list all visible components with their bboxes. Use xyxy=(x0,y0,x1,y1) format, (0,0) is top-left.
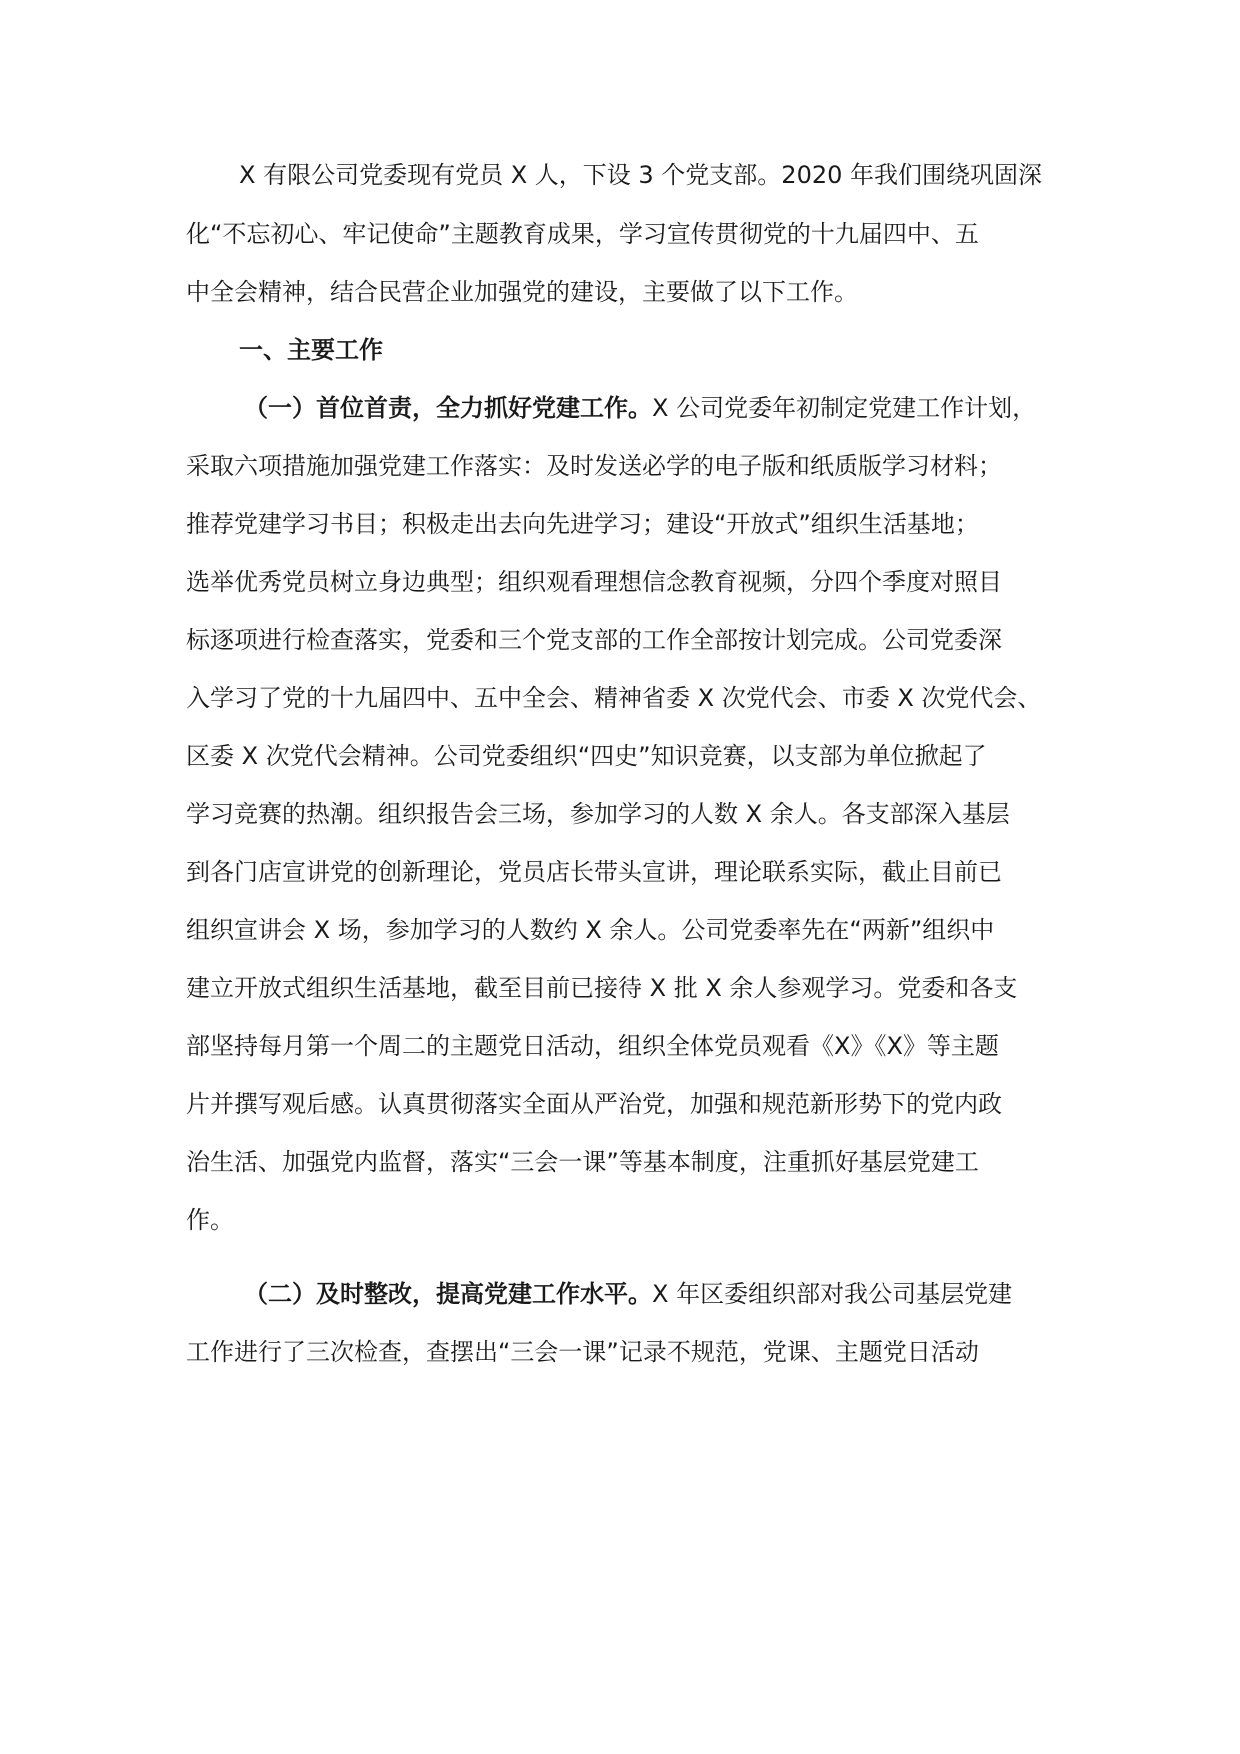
intro-line-1: X 有限公司党委现有党员 X 人，下设 3 个党支部。2020 年我们围绕巩固深 xyxy=(239,161,1043,189)
item1-line: 采取六项措施加强党建工作落实：及时发送必学的电子版和纸质版学习材料； xyxy=(186,452,1002,480)
item2-first-line xyxy=(244,1279,1012,1309)
item1-first-line xyxy=(244,393,1036,423)
item1-line: 选举优秀党员树立身边典型；组织观看理想信念教育视频，分四个季度对照目 xyxy=(186,568,1002,596)
intro-line-2: 化“不忘初心、牢记使命”主题教育成果，学习宣传贯彻党的十九届四中、五 xyxy=(186,220,979,248)
item1-line: 治生活、加强党内监督，落实“三会一课”等基本制度，注重抓好基层党建工 xyxy=(186,1148,979,1176)
intro-line-3: 中全会精神，结合民营企业加强党的建设，主要做了以下工作。 xyxy=(186,278,858,306)
item1-heading: （一）首位首责，全力抓好党建工作。 xyxy=(244,394,652,422)
item1-line: 部坚持每月第一个周二的主题党日活动，组织全体党员观看《X》《X》等主题 xyxy=(186,1032,999,1060)
item2-first-line-text: X 年区委组织部对我公司基层党建 xyxy=(652,1280,1013,1308)
item1-line: 推荐党建学习书目；积极走出去向先进学习；建设“开放式”组织生活基地； xyxy=(186,510,979,538)
item1-line: 区委 X 次党代会精神。公司党委组织“四史”知识竞赛，以支部为单位掀起了 xyxy=(186,742,987,770)
item1-line: 片并撰写观后感。认真贯彻落实全面从严治党，加强和规范新形势下的党内政 xyxy=(186,1090,1002,1118)
item1-line: 组织宣讲会 X 场，参加学习的人数约 X 余人。公司党委率先在“两新”组织中 xyxy=(186,916,995,944)
item1-line: 作。 xyxy=(186,1206,234,1234)
item1-line: 学习竞赛的热潮。组织报告会三场，参加学习的人数 X 余人。各支部深入基层 xyxy=(186,800,1010,828)
item2-heading: （二）及时整改，提高党建工作水平。 xyxy=(244,1280,652,1308)
item1-first-line-text: X 公司党委年初制定党建工作计划， xyxy=(652,394,1037,422)
item2-line: 工作进行了三次检查，查摆出“三会一课”记录不规范，党课、主题党日活动 xyxy=(186,1338,979,1366)
item1-line: 建立开放式组织生活基地，截至目前已接待 X 批 X 余人参观学习。党委和各支 xyxy=(186,974,1018,1002)
item1-line: 标逐项进行检查落实，党委和三个党支部的工作全部按计划完成。公司党委深 xyxy=(186,626,1002,654)
item1-line: 到各门店宣讲党的创新理论，党员店长带头宣讲，理论联系实际，截止目前已 xyxy=(186,858,1002,886)
section-heading: 一、主要工作 xyxy=(239,336,383,364)
item1-line: 入学习了党的十九届四中、五中全会、精神省委 X 次党代会、市委 X 次党代会、 xyxy=(186,684,1042,712)
